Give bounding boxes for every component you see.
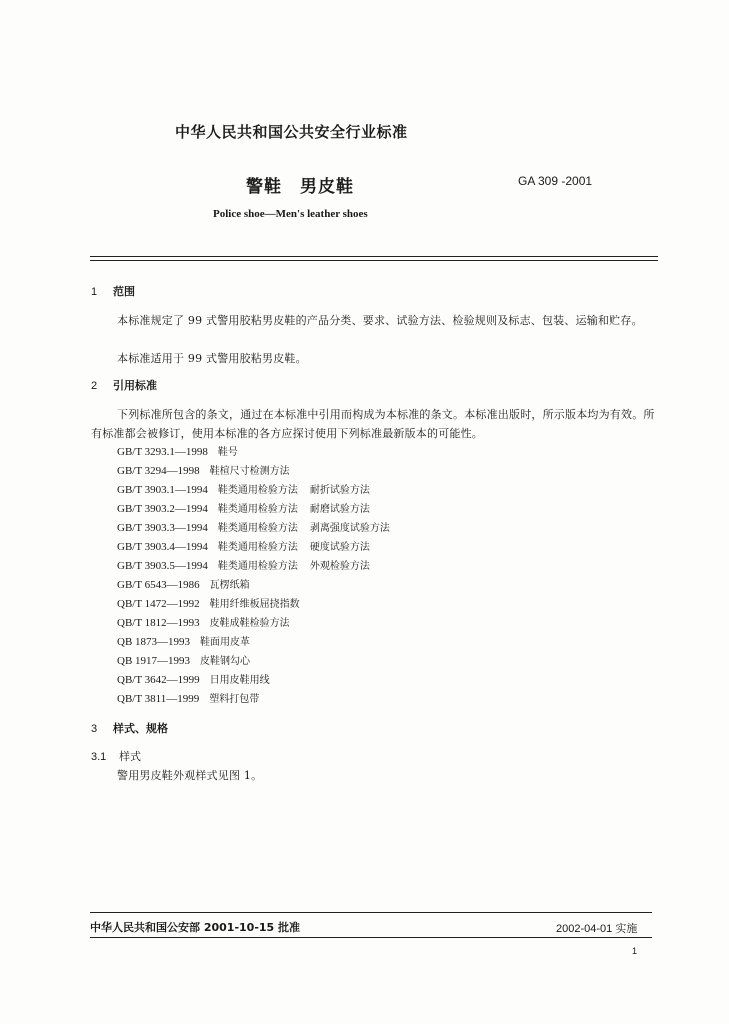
reference-title: 塑料打包带 — [209, 694, 260, 705]
reference-title: 鞋类通用检验方法 — [217, 523, 298, 534]
reference-number: GB/T 3903.3—1994 — [117, 522, 208, 534]
reference-title: 皮鞋成鞋检验方法 — [209, 618, 290, 629]
reference-number: QB/T 1812—1993 — [117, 617, 200, 629]
reference-number: GB/T 3903.4—1994 — [117, 541, 208, 553]
reference-item — [117, 576, 250, 591]
reference-number: GB/T 3903.1—1994 — [117, 484, 208, 496]
reference-item — [117, 595, 300, 610]
reference-item — [117, 462, 290, 477]
reference-title: 鞋面用皮革 — [200, 637, 251, 648]
reference-subtitle: 硬度试验方法 — [309, 542, 370, 553]
reference-title: 鞋类通用检验方法 — [217, 542, 298, 553]
footer-divider — [90, 912, 652, 913]
english-title: Police shoe—Men's leather shoes — [213, 208, 368, 220]
reference-number: QB/T 3811—1999 — [117, 693, 200, 705]
reference-number: GB/T 3293.1—1998 — [117, 446, 208, 458]
reference-number: GB/T 3294—1998 — [117, 465, 200, 477]
footer-divider-bottom — [90, 937, 652, 938]
reference-title: 鞋类通用检验方法 — [217, 485, 298, 496]
header-divider — [90, 256, 658, 257]
reference-number: QB/T 3642—1999 — [117, 674, 200, 686]
section-3-1-heading — [91, 748, 141, 764]
reference-subtitle: 耐磨试验方法 — [309, 504, 370, 515]
reference-title: 鞋楦尺寸检测方法 — [209, 466, 290, 477]
section-1-heading — [91, 283, 135, 299]
reference-item — [117, 671, 270, 686]
section-1-para-2: 本标准适用于 99 式警用胶粘男皮鞋。 — [117, 352, 307, 365]
reference-item — [117, 633, 250, 648]
section-1-para-1: 本标准规定了 99 式警用胶粘男皮鞋的产品分类、要求、试验方法、检验规则及标志、包装、运输和贮存。 — [117, 314, 643, 327]
reference-title: 鞋用纤维板屈挠指数 — [209, 599, 300, 610]
reference-item — [117, 652, 250, 667]
reference-item — [117, 443, 238, 458]
section-3-1-para: 警用男皮鞋外观样式见图 1。 — [117, 769, 263, 782]
section-1-title: 范围 — [113, 285, 135, 298]
section-3-1-title: 样式 — [119, 750, 141, 763]
reference-subtitle: 剥离强度试验方法 — [309, 523, 390, 534]
header-divider-thin — [90, 260, 658, 261]
page-number: 1 — [632, 946, 638, 956]
reference-title: 日用皮鞋用线 — [209, 675, 270, 686]
issuing-organization: 中华人民共和国公共安全行业标准 — [175, 123, 408, 141]
reference-item — [117, 538, 370, 553]
reference-title: 瓦楞纸箱 — [209, 580, 250, 591]
reference-item — [117, 690, 259, 705]
reference-subtitle: 外观检验方法 — [309, 561, 370, 572]
reference-subtitle: 耐折试验方法 — [309, 485, 370, 496]
section-2-number: 2 — [91, 380, 98, 392]
approval-date: 中华人民共和国公安部 2001-10-15 批准 — [90, 921, 301, 934]
section-3-title: 样式、规格 — [113, 722, 168, 735]
reference-number: GB/T 3903.2—1994 — [117, 503, 208, 515]
section-3-1-number: 3.1 — [91, 751, 107, 763]
reference-number: GB/T 6543—1986 — [117, 579, 200, 591]
section-3-number: 3 — [91, 723, 98, 735]
reference-number: GB/T 3903.5—1994 — [117, 560, 208, 572]
section-3-heading — [91, 720, 168, 736]
section-2-title: 引用标准 — [113, 379, 157, 392]
reference-item — [117, 557, 370, 572]
reference-number: QB 1917—1993 — [117, 655, 191, 667]
reference-title: 鞋类通用检验方法 — [217, 561, 298, 572]
document-title: 警鞋 男皮鞋 — [246, 177, 354, 197]
reference-title: 鞋号 — [217, 447, 238, 458]
section-2-intro: 下列标准所包含的条文，通过在本标准中引用而构成为本标准的条文。本标准出版时，所示版本均为有效。所有标准都会被修订，使用本标准的各方应探讨使用下列标准最新版本的可能性。 — [91, 408, 655, 440]
reference-item — [117, 519, 390, 534]
section-2-heading — [91, 377, 157, 393]
reference-number: QB/T 1472—1992 — [117, 598, 200, 610]
section-1-number: 1 — [91, 286, 98, 298]
reference-item — [117, 614, 290, 629]
reference-number: QB 1873—1993 — [117, 636, 191, 648]
implementation-date: 2002-04-01 实施 — [556, 923, 638, 935]
reference-title: 鞋类通用检验方法 — [217, 504, 298, 515]
reference-title: 皮鞋钢勾心 — [200, 656, 251, 667]
reference-item — [117, 481, 370, 496]
reference-item — [117, 500, 370, 515]
standard-code: GA 309 -2001 — [518, 174, 593, 188]
